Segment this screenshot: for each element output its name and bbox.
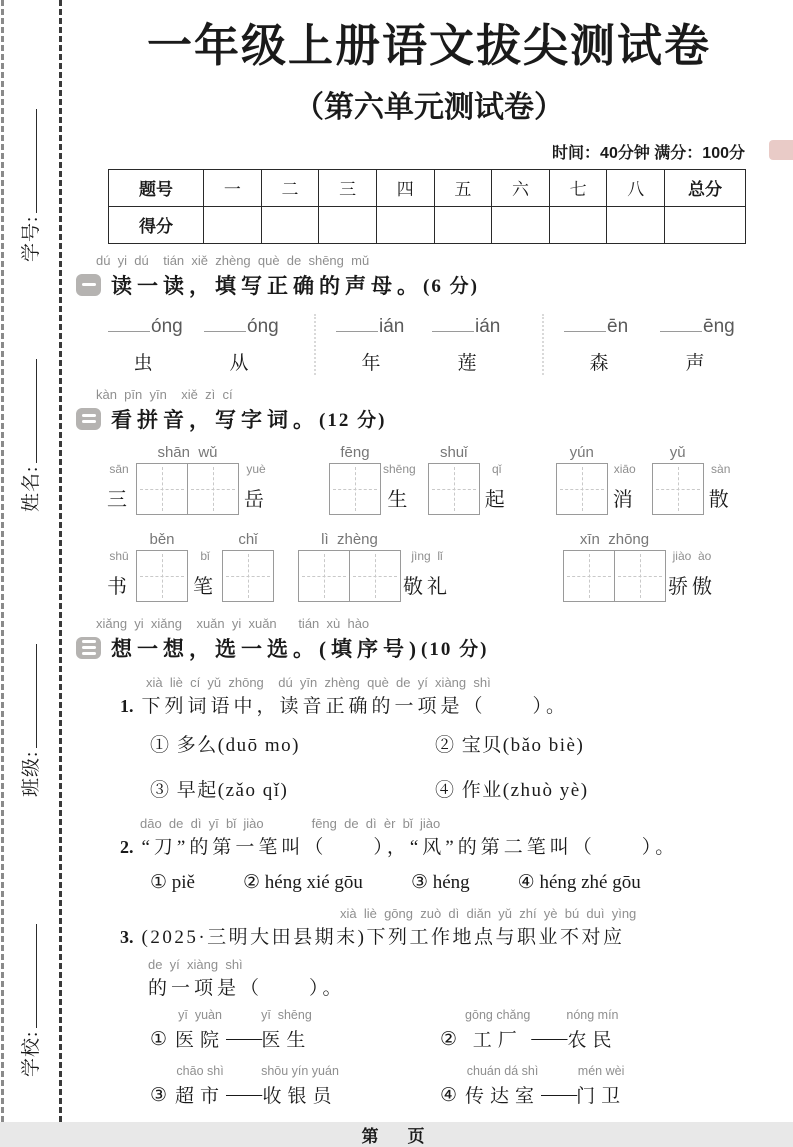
score-cell[interactable] <box>319 206 377 243</box>
writing-box[interactable] <box>136 550 188 602</box>
answer-blank[interactable] <box>432 314 474 332</box>
page-footer: 第 页 <box>361 1126 431 1146</box>
section1-heading <box>76 270 782 300</box>
section2-score: (12 分) <box>319 410 387 432</box>
hanzi-char: 年 <box>361 352 381 374</box>
answer-blank[interactable] <box>564 314 606 332</box>
question3-pinyin-1: xià liè gōng zuò dì diǎn yǔ zhí yè bú duì yìng <box>340 905 637 921</box>
score-cell-total[interactable] <box>665 206 746 243</box>
option-number: ② <box>440 1028 458 1050</box>
question2-number: 2. <box>120 836 134 857</box>
class-label: 班级: <box>21 750 42 797</box>
answer-blank[interactable] <box>336 314 378 332</box>
hanzi-char: 声 <box>685 352 705 374</box>
pinyin-writing-group <box>428 444 514 515</box>
score-table <box>108 169 746 244</box>
given-char: sān 三 <box>107 461 131 511</box>
match-dash: —— <box>226 1027 261 1049</box>
initial-fill-item <box>660 314 756 375</box>
match-dash: —— <box>531 1027 566 1049</box>
writing-box[interactable] <box>222 550 274 602</box>
question1-options <box>150 730 782 802</box>
pinyin-writing-group <box>102 531 274 602</box>
question-2 <box>120 816 782 894</box>
writing-box[interactable] <box>428 463 480 515</box>
section-one-badge-icon <box>76 274 101 296</box>
pinyin-suffix: óng <box>151 315 183 337</box>
given-char: qǐ 起 <box>484 461 509 511</box>
section1-score: (6 分) <box>423 276 479 298</box>
given-word: jìng lǐ 敬礼 <box>403 548 451 598</box>
score-col-7: 七 <box>549 169 607 206</box>
pinyin-writing-group <box>652 444 738 515</box>
option-1: ① yī yuàn 医院 —— yī shēng 医生 <box>150 1007 312 1051</box>
grid-pinyin: lì zhèng <box>321 530 378 548</box>
initial-fill-item <box>108 314 204 375</box>
section2-row2 <box>102 531 782 602</box>
name-label: 姓名: <box>21 465 42 512</box>
score-col-total: 总分 <box>665 169 746 206</box>
option-1: ① 多么(duō mo) <box>150 734 300 756</box>
section2-title: 看拼音，写字词。 <box>111 407 319 432</box>
pinyin-writing-group <box>556 444 642 515</box>
question1-text: 下列词语中，读音正确的一项是（ ）。 <box>141 695 570 717</box>
score-col-2: 二 <box>261 169 319 206</box>
margin-field-student-number <box>16 47 42 262</box>
section-1 <box>76 253 782 375</box>
section3-pinyin: xiǎng yi xiǎng xuǎn yi xuǎn tián xù hào <box>96 615 370 631</box>
option-4: ④ héng zhé gōu <box>517 871 641 893</box>
option-2: ② héng xié gōu <box>243 871 363 893</box>
option-2: ② 宝贝(bǎo biè) <box>435 734 585 756</box>
grid-pinyin: fēng <box>340 443 370 461</box>
option-2: ② gōng chǎng 工厂 —— nóng mín 农民 <box>440 1007 619 1051</box>
option-3: ③ 早起(zǎo qǐ) <box>150 779 289 801</box>
section3-heading <box>76 633 782 663</box>
page-title: 一年级上册语文拔尖测试卷 <box>146 20 711 71</box>
question2-pinyin-2: fēng de dì èr bǐ jiào <box>311 815 441 831</box>
grid-pinyin: shān wǔ <box>157 443 218 461</box>
initial-fill-pair <box>314 314 528 375</box>
question3-text-line2: 的一项是（ ）。 <box>148 977 346 999</box>
page-subtitle: （第六单元测试卷） <box>294 90 564 124</box>
section-two-badge-icon <box>76 408 101 430</box>
section-2 <box>76 387 782 602</box>
option-4: ④ chuán dá shì 传达室 —— mén wèi 门卫 <box>440 1063 627 1107</box>
answer-blank[interactable] <box>108 314 150 332</box>
school-label: 学校: <box>21 1030 42 1077</box>
grid-pinyin: yǔ <box>669 443 686 461</box>
score-cell[interactable] <box>261 206 319 243</box>
writing-box[interactable] <box>556 463 608 515</box>
pinyin-suffix: ián <box>475 315 501 337</box>
hanzi-char: 莲 <box>457 352 477 374</box>
score-cell[interactable] <box>549 206 607 243</box>
initial-fill-pair <box>542 314 756 375</box>
score-cell[interactable] <box>607 206 665 243</box>
initial-fill-item <box>336 314 432 375</box>
pinyin-writing-group <box>102 444 273 515</box>
question2-text: “刀”的第一笔叫（ ），“风”的第二笔叫（ ）。 <box>141 836 679 858</box>
option-number: ① <box>150 1028 168 1050</box>
hanzi-char: 从 <box>229 352 249 374</box>
given-char: shū 书 <box>107 548 131 598</box>
option-number: ③ <box>150 1084 168 1106</box>
pinyin-writing-group <box>329 444 418 515</box>
given-char: sàn 散 <box>708 461 733 511</box>
initial-fill-pair <box>108 314 300 375</box>
score-col-6: 六 <box>492 169 550 206</box>
section-3 <box>76 616 782 1108</box>
grid-pinyin: yún <box>569 443 594 461</box>
match-dash: —— <box>226 1083 261 1105</box>
question3-options <box>150 1008 782 1108</box>
initial-fill-item <box>432 314 528 375</box>
binding-dashed-line <box>59 0 62 1122</box>
section2-row1 <box>102 444 782 515</box>
score-col-3: 三 <box>319 169 377 206</box>
writing-box[interactable] <box>298 550 350 602</box>
question2-pinyin-row <box>120 816 782 831</box>
question1-pinyin: xià liè cí yǔ zhōng dú yīn zhèng què de yí xiàng shì <box>146 674 491 690</box>
question-3 <box>120 906 782 1108</box>
question2-options <box>150 871 782 894</box>
class-line[interactable] <box>17 644 37 748</box>
score-cell[interactable] <box>204 206 262 243</box>
pinyin-suffix: ēng <box>703 315 735 337</box>
score-table-score-row <box>109 206 746 243</box>
hanzi-char: 森 <box>589 352 609 374</box>
answer-blank[interactable] <box>204 314 246 332</box>
question3-text-line1: (2025·三明大田县期末)下列工作地点与职业不对应 <box>141 926 625 948</box>
section3-score: (10 分) <box>421 639 489 661</box>
margin-field-class <box>16 582 42 797</box>
option-1: ① piě <box>150 871 195 893</box>
initial-fill-item <box>564 314 660 375</box>
page-edge-dashes <box>1 0 4 1122</box>
score-col-4: 四 <box>376 169 434 206</box>
option-4: ④ 作业(zhuò yè) <box>435 779 589 801</box>
score-row-label: 得分 <box>109 206 204 243</box>
option-number: ④ <box>440 1084 458 1106</box>
option-3: ③ héng <box>410 871 470 893</box>
score-table-corner-cell: 题号 <box>109 169 204 206</box>
section3-title: 想一想，选一选。(填序号) <box>111 636 421 661</box>
question-1 <box>120 675 782 802</box>
question3-pinyin-2: de yí xiàng shì <box>148 956 243 972</box>
given-word: jiào ào 骄傲 <box>668 548 716 598</box>
pinyin-suffix: ēn <box>607 315 629 337</box>
given-char: xiāo 消 <box>612 461 637 511</box>
section2-pinyin: kàn pīn yīn xiě zì cí <box>96 386 233 402</box>
initial-fill-item <box>204 314 300 375</box>
writing-box[interactable] <box>187 463 239 515</box>
given-char: shēng 生 <box>383 461 416 511</box>
hanzi-char: 虫 <box>133 352 153 374</box>
time-info: 时间：40分钟 满分：100分 <box>552 144 745 162</box>
writing-box[interactable] <box>329 463 381 515</box>
paper-main <box>76 0 782 1147</box>
score-col-5: 五 <box>434 169 492 206</box>
grid-pinyin: shuǐ <box>439 443 468 461</box>
pinyin-writing-group <box>298 531 453 602</box>
score-col-1: 一 <box>204 169 262 206</box>
grid-pinyin: běn <box>149 530 175 548</box>
score-col-8: 八 <box>607 169 665 206</box>
section1-pinyin: dú yi dú tián xiě zhèng què de shēng mǔ <box>96 252 370 268</box>
student-number-label: 学号: <box>21 215 42 262</box>
pinyin-suffix: óng <box>247 315 279 337</box>
question1-number: 1. <box>120 695 134 716</box>
score-table-header-row <box>109 169 746 206</box>
section1-title: 读一读，填写正确的声母。 <box>111 273 423 298</box>
writing-box[interactable] <box>563 550 615 602</box>
match-dash: —— <box>541 1083 576 1105</box>
margin-field-name <box>16 297 42 512</box>
given-char: yuè 岳 <box>244 461 268 511</box>
score-cell[interactable] <box>434 206 492 243</box>
pinyin-suffix: ián <box>379 315 405 337</box>
section2-heading <box>76 404 782 434</box>
writing-box[interactable] <box>652 463 704 515</box>
score-cell[interactable] <box>376 206 434 243</box>
student-number-line[interactable] <box>17 109 37 213</box>
pinyin-writing-group <box>563 531 718 602</box>
answer-blank[interactable] <box>660 314 702 332</box>
grid-pinyin: xīn zhōng <box>579 530 650 548</box>
name-line[interactable] <box>17 359 37 463</box>
question2-pinyin-1: dāo de dì yī bǐ jiào <box>140 815 264 831</box>
given-char: bǐ 笔 <box>193 548 217 598</box>
option-3: ③ chāo shì 超市 —— shōu yín yuán 收银员 <box>150 1063 339 1107</box>
margin-field-school <box>16 862 42 1077</box>
grid-pinyin: chǐ <box>238 530 258 548</box>
school-line[interactable] <box>17 924 37 1028</box>
question3-number: 3. <box>120 926 134 947</box>
writing-box[interactable] <box>136 463 188 515</box>
section-three-badge-icon <box>76 637 101 659</box>
writing-box[interactable] <box>614 550 666 602</box>
score-cell[interactable] <box>492 206 550 243</box>
writing-box[interactable] <box>349 550 401 602</box>
section1-items <box>108 314 782 375</box>
